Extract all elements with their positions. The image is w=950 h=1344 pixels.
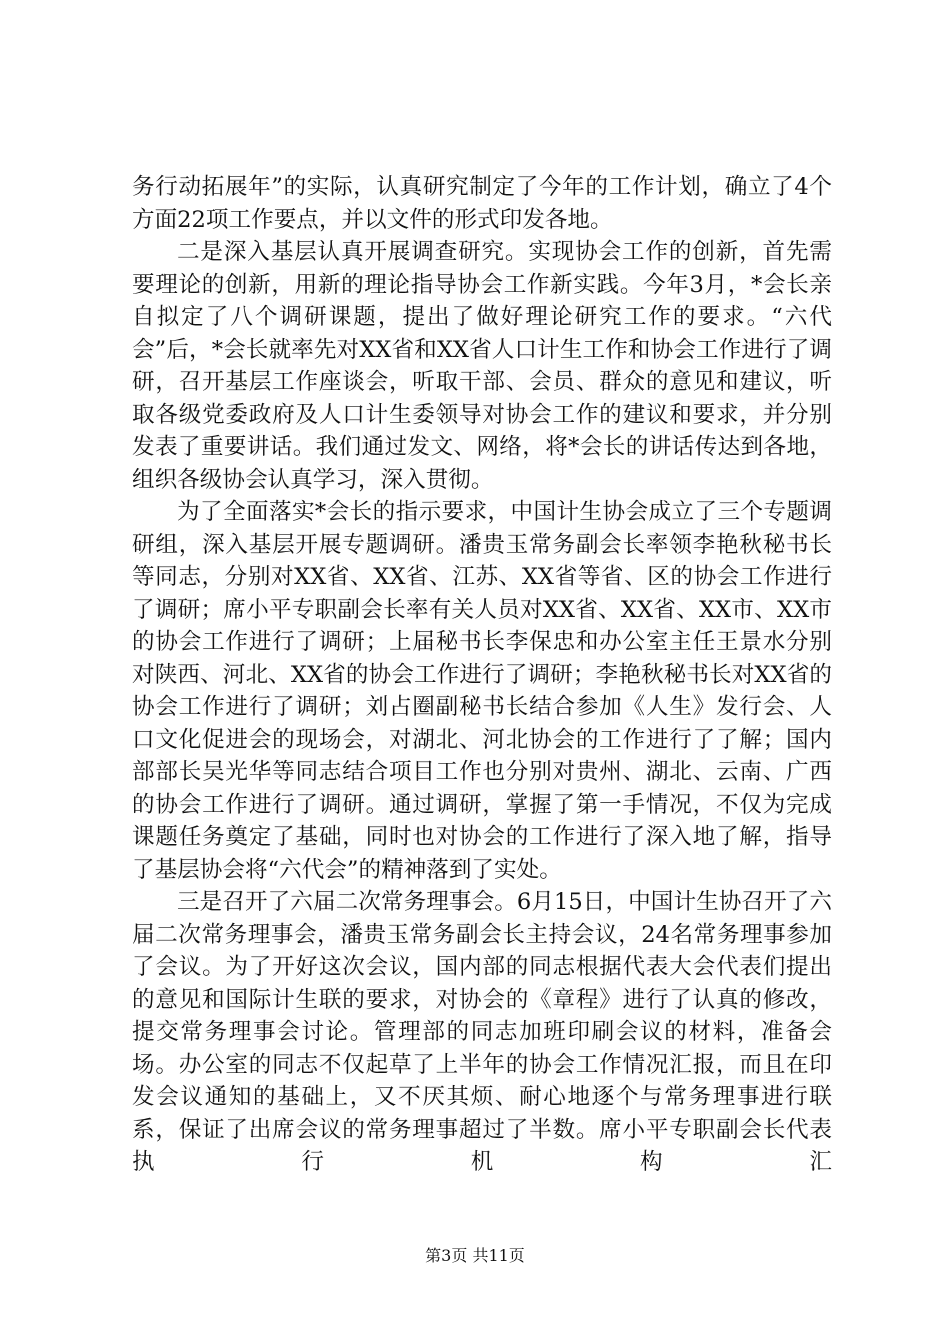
paragraph-3: 为了全面落实*会长的指示要求，中国计生协会成立了三个专题调研组，深入基层开展专题调研。潘贵玉常务副会长率领李艳秋秘书长等同志，分别对XX省、XX省、江苏、XX省等省、区的协会工作进行了调研；席小平专职副会长率有关人员对XX省、XX省、XX市、XX市的协会工作进行了调研；上届秘书长李保忠和办公室主任王景水分别对陕西、河北、XX省的协会工作进行了调研；李艳秋秘书长对XX省的协会工作进行了调研；刘占圈副秘书长结合参加《人生》发行会、人口文化促进会的现场会，对湖北、河北协会的工作进行了了解；国内部部长吴光华等同志结合项目工作也分别对贵州、湖北、云南、广西的协会工作进行了调研。通过调研，掌握了第一手情况，不仅为完成课题任务奠定了基础，同时也对协会的工作进行了深入地了解，指导了基层协会将“六代会”的精神落到了实处。 bbox=[132, 499, 832, 883]
document-body bbox=[132, 171, 832, 1179]
paragraph-4: 三是召开了六届二次常务理事会。6月15日，中国计生协召开了六届二次常务理事会，潘贵玉常务副会长主持会议，24名常务理事参加了会议。为了开好这次会议，国内部的同志根据代表大会代表们提出的意见和国际计生联的要求，对协会的《章程》进行了认真的修改，提交常务理事会讨论。管理部的同志加班印刷会议的材料，准备会场。办公室的同志不仅起草了上半年的协会工作情况汇报，而且在印发会议通知的基础上，又不厌其烦、耐心地逐个与常务理事进行联系，保证了出席会议的常务理事超过了半数。席小平专职副会长代表执行机构汇 bbox=[132, 889, 832, 1175]
page-footer: 第3页 共11页 bbox=[425, 1246, 525, 1265]
paragraph-1: 务行动拓展年”的实际，认真研究制定了今年的工作计划，确立了4个方面22项工作要点，并以文件的形式印发各地。 bbox=[132, 174, 832, 233]
paragraph-2: 二是深入基层认真开展调查研究。实现协会工作的创新，首先需要理论的创新，用新的理论指导协会工作新实践。今年3月，*会长亲自拟定了八个调研课题，提出了做好理论研究工作的要求。“六代会”后，*会长就率先对XX省和XX省人口计生工作和协会工作进行了调研，召开基层工作座谈会，听取干部、会员、群众的意见和建议，听取各级党委政府及人口计生委领导对协会工作的建议和要求，并分别发表了重要讲话。我们通过发文、网络，将*会长的讲话传达到各地，组织各级协会认真学习，深入贯彻。 bbox=[132, 239, 832, 493]
